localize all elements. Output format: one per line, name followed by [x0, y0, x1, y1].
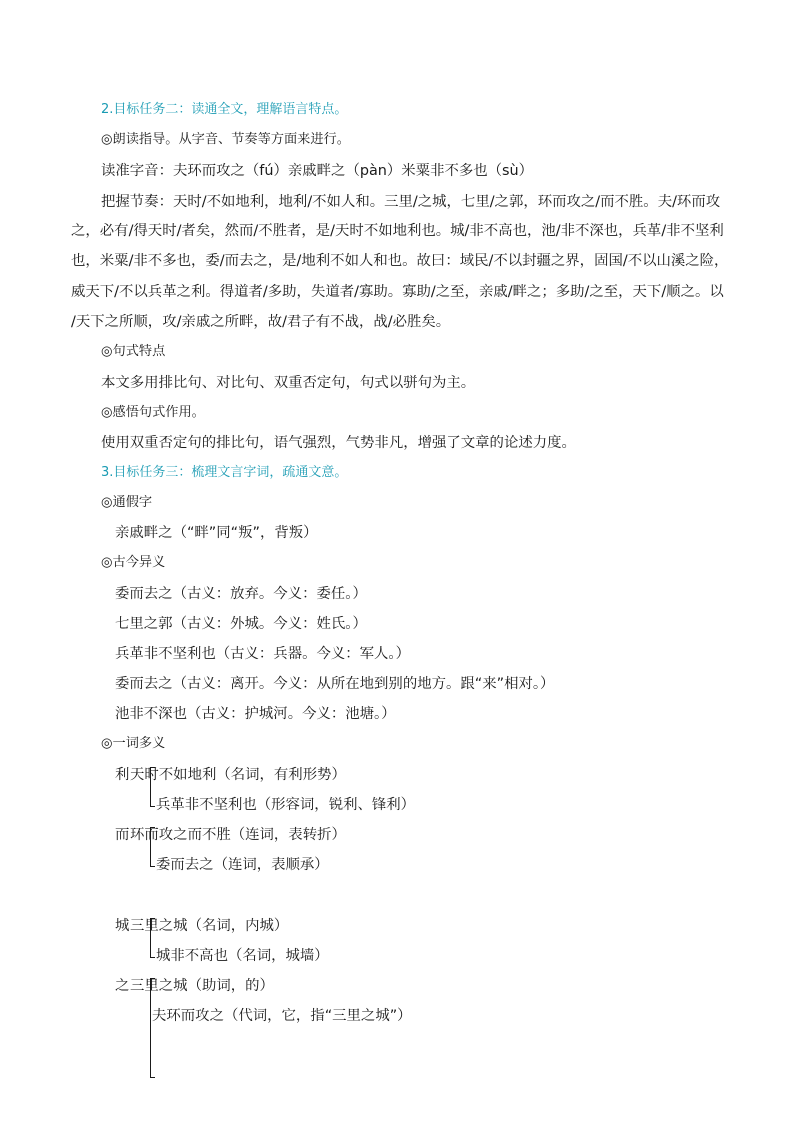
yici-word: 城 — [115, 918, 130, 934]
yici-word: 之 — [115, 978, 130, 994]
feel-sentence-label: ◎感悟句式作用。 — [101, 405, 205, 420]
yici-item: 兵革非不坚利也（形容词，锐利、锋利） — [156, 797, 416, 813]
rhythm-line: 威天下/不以兵革之利。得道者/多助，失道者/寡助。寡助/之至，亲戚/畔之；多助/之至，天下/顺之。以 — [71, 284, 724, 300]
reading-guide-label: ◎朗读指导。从字音、节奏等方面来进行。 — [101, 132, 350, 147]
section2-heading: 2.目标任务二：读通全文，理解语言特点。 — [101, 102, 348, 117]
sentence-features-label: ◎句式特点 — [101, 344, 166, 359]
gujin-item: 七里之郭（古义：外城。今义：姓氏。） — [115, 616, 367, 632]
tongjia-label: ◎通假字 — [101, 495, 153, 510]
rhythm-line: /天下之所顺，攻/亲戚之所畔，故/君子有不战，战/必胜矣。 — [71, 314, 451, 330]
yici-item: 天时不如地利（名词，有利形势） — [130, 767, 346, 783]
bracket-tick — [150, 866, 155, 867]
yici-word: 而 — [115, 827, 130, 843]
gujin-item: 池非不深也（古义：护城河。今义：池塘。） — [115, 706, 396, 722]
yici-word: 利 — [115, 767, 130, 783]
yici-item: 委而去之（连词，表顺承） — [156, 857, 329, 873]
gujin-label: ◎古今异义 — [101, 555, 166, 570]
tongjia-item: 亲戚畔之（“畔”同“叛”，背叛） — [115, 525, 318, 541]
yici-item: 三里之城（助词，的） — [130, 978, 274, 994]
rhythm-line: 之，必有/得天时/者矣，然而/不胜者，是/天时不如地利也。城/非不高也，池/非不深也，兵革/非不坚利 — [71, 223, 724, 239]
yici-item: 城非不高也（名词，城墙） — [156, 948, 329, 964]
feel-sentence-text: 使用双重否定句的排比句，语气强烈，气势非凡，增强了文章的论述力度。 — [101, 435, 576, 451]
bracket-tick — [150, 1077, 155, 1078]
section3-heading: 3.目标任务三：梳理文言字词，疏通文意。 — [101, 465, 348, 480]
bracket-tick — [150, 957, 155, 958]
pronunciation-line: 读准字音：夫环而攻之（fú）亲戚畔之（pàn）米粟非不多也（sù） — [101, 163, 534, 179]
rhythm-line: 也，米粟/非不多也，委/而去之，是/地利不如人和也。故曰：域民/不以封疆之界，固国/不以山溪之险， — [71, 253, 729, 269]
bracket-tick — [150, 806, 155, 807]
gujin-item: 委而去之（古义：放弃。今义：委任。） — [115, 586, 367, 602]
yici-label: ◎一词多义 — [101, 736, 166, 751]
yici-item: 夫环而攻之（代词，它，指“三里之城”） — [152, 1008, 412, 1024]
yici-item: 三里之城（名词，内城） — [130, 918, 289, 934]
gujin-item: 兵革非不坚利也（古义：兵器。今义：军人。） — [115, 646, 411, 662]
yici-item: 环而攻之而不胜（连词，表转折） — [130, 827, 346, 843]
sentence-features-text: 本文多用排比句、对比句、双重否定句，句式以骈句为主。 — [101, 375, 476, 391]
rhythm-line: 把握节奏：天时/不如地利，地利/不如人和。三里/之城，七里/之郭，环而攻之/而不胜。夫/环而攻 — [101, 194, 721, 210]
gujin-item: 委而去之（古义：离开。今义：从所在地到别的地方。跟“来”相对。） — [115, 676, 555, 692]
